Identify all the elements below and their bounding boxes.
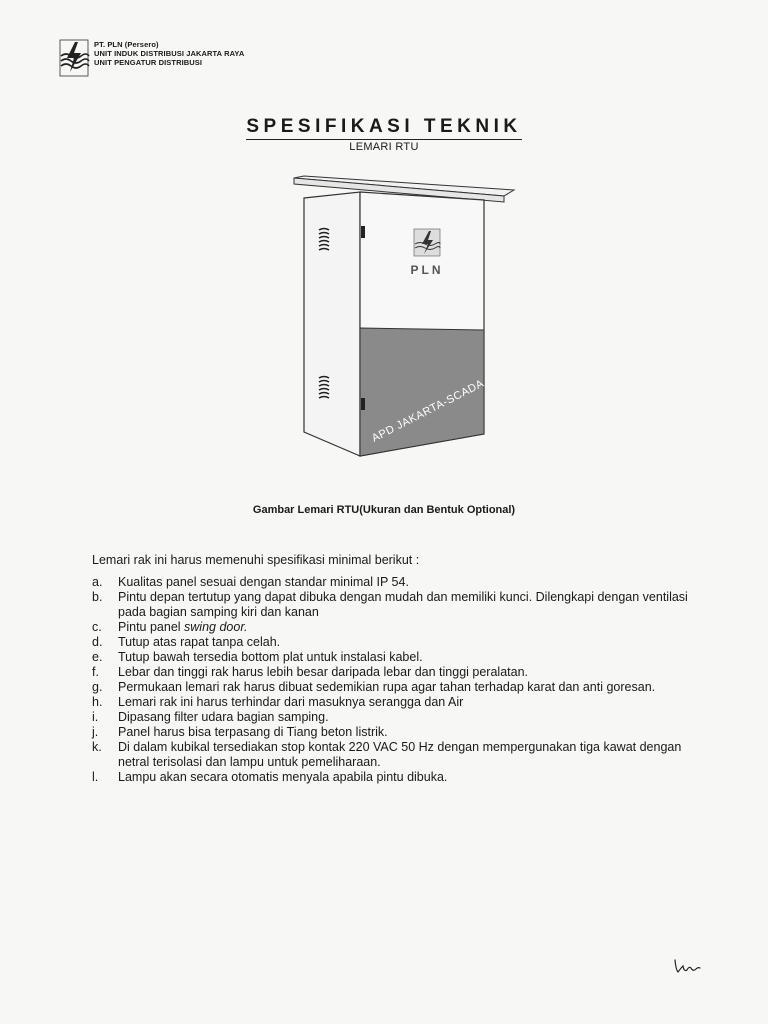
item-text: Kualitas panel sesuai dengan standar minimal IP 54. <box>118 575 409 589</box>
list-item <box>92 635 702 650</box>
item-label: l. <box>92 770 99 784</box>
document-subtitle: LEMARI RTU <box>349 141 419 153</box>
cabinet-pln-logo-icon <box>414 229 440 256</box>
item-text <box>118 620 702 635</box>
item-text-italic: swing door. <box>184 620 248 634</box>
list-item <box>92 665 702 680</box>
item-label: i. <box>92 710 99 724</box>
item-text: Lebar dan tinggi rak harus lebih besar daripada lebar dan tinggi peralatan. <box>118 665 529 679</box>
list-item <box>92 725 702 740</box>
figure-caption: Gambar Lemari RTU(Ukuran dan Bentuk Optional) <box>252 504 516 516</box>
item-label: a. <box>92 575 103 589</box>
item-text: Lemari rak ini harus terhindar dari masuknya serangga dan Air <box>118 695 464 709</box>
cabinet-watermark: APD JAKARTA-SCADA <box>369 377 487 445</box>
letterhead-line-company: PT. PLN (Persero) <box>94 40 159 49</box>
item-text: Tutup bawah tersedia bottom plat untuk instalasi kabel. <box>118 650 423 664</box>
list-item <box>92 620 702 635</box>
signature-icon <box>672 956 702 978</box>
list-item <box>92 590 702 620</box>
list-item <box>92 680 702 695</box>
pln-logo-icon <box>58 38 90 78</box>
item-text: Permukaan lemari rak harus dibuat sedemikian rupa agar tahan terhadap karat dan anti goresan. <box>118 680 656 694</box>
item-label: b. <box>92 590 103 604</box>
item-label: c. <box>92 620 102 634</box>
title-block <box>0 116 768 153</box>
item-text: Lampu akan secara otomatis menyala apabila pintu dibuka. <box>118 770 448 784</box>
list-item <box>92 740 702 770</box>
item-text: Tutup atas rapat tanpa celah. <box>118 635 281 649</box>
rtu-cabinet-illustration <box>290 170 520 460</box>
document-title: SPESIFIKASI TEKNIK <box>246 116 521 140</box>
list-item <box>92 575 702 590</box>
spec-list <box>92 575 702 785</box>
list-item <box>92 770 702 785</box>
item-text: Di dalam kubikal tersediakan stop kontak 220 VAC 50 Hz dengan mempergunakan tiga kawat dengan netral terisolasi dan lampu untuk pemeliharaan. <box>118 740 682 769</box>
cabinet-brand-label: PLN <box>410 263 444 277</box>
item-label: g. <box>92 680 103 694</box>
item-label: d. <box>92 635 103 649</box>
letterhead <box>58 38 244 78</box>
item-text: Dipasang filter udara bagian samping. <box>118 710 329 724</box>
item-label: j. <box>92 725 99 739</box>
item-text: Panel harus bisa terpasang di Tiang beton listrik. <box>118 725 388 739</box>
item-label: e. <box>92 650 103 664</box>
list-item <box>92 695 702 710</box>
letterhead-line-unit-induk: UNIT INDUK DISTRIBUSI JAKARTA RAYA <box>94 49 245 58</box>
item-label: k. <box>92 740 102 754</box>
list-item <box>92 650 702 665</box>
item-label: f. <box>92 665 99 679</box>
item-text: Pintu depan tertutup yang dapat dibuka dengan mudah dan memiliki kunci. Dilengkapi dengan ventilasi pada bagian samping kiri dan kanan <box>118 590 688 619</box>
list-item <box>92 710 702 725</box>
spec-intro: Lemari rak ini harus memenuhi spesifikasi minimal berikut : <box>92 553 420 567</box>
item-label: h. <box>92 695 103 709</box>
item-text-prefix: Pintu panel <box>118 620 185 634</box>
letterhead-line-unit-pengatur: UNIT PENGATUR DISTRIBUSI <box>94 58 203 67</box>
